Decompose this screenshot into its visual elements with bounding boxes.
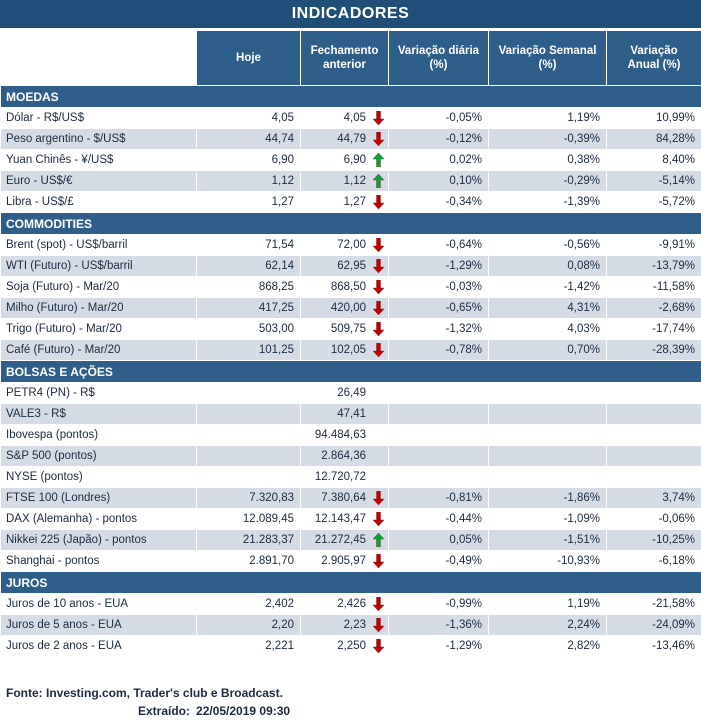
row-label: VALE3 - R$ (1, 404, 197, 425)
table-row (1, 256, 701, 277)
row-label: Euro - US$/€ (1, 171, 197, 192)
cell-hoje: 12.089,45 (197, 509, 301, 530)
cell-hoje (197, 446, 301, 467)
table-row (1, 615, 701, 636)
cell-value: 868,50 (330, 281, 366, 293)
cell-variacao-diaria: -0,81% (389, 488, 489, 509)
cell-fechamento-anterior (301, 171, 389, 192)
header-semanal-line1: Variação Semanal (498, 45, 597, 57)
cell-variacao-semanal: -1,09% (489, 509, 607, 530)
footer-extracted-value: 22/05/2019 09:30 (196, 704, 291, 718)
table-row (1, 404, 701, 425)
cell-variacao-diaria: -0,99% (389, 594, 489, 615)
cell-variacao-semanal: 0,38% (489, 150, 607, 171)
cell-variacao-anual (607, 383, 701, 404)
cell-fechamento-anterior (301, 256, 389, 277)
header-anual-line2: Anual (%) (627, 59, 681, 71)
table-row (1, 319, 701, 340)
cell-variacao-semanal (489, 383, 607, 404)
cell-value: 47,41 (337, 408, 366, 420)
row-label: Dólar - R$/US$ (1, 108, 197, 129)
cell-variacao-diaria (389, 446, 489, 467)
cell-variacao-diaria: -0,78% (389, 340, 489, 361)
cell-variacao-semanal (489, 446, 607, 467)
cell-variacao-semanal: -0,39% (489, 129, 607, 150)
cell-variacao-anual: 3,74% (607, 488, 701, 509)
arrow-down-icon (373, 322, 384, 336)
cell-variacao-semanal: -0,29% (489, 171, 607, 192)
cell-value: 420,00 (330, 302, 366, 314)
arrow-down-icon (373, 259, 384, 273)
arrow-up-icon (373, 174, 384, 188)
cell-variacao-semanal: 4,31% (489, 298, 607, 319)
header-fechamento-line2: anterior (323, 59, 366, 71)
cell-value: 6,90 (343, 154, 366, 166)
cell-fechamento-anterior (301, 467, 389, 488)
cell-variacao-anual: -13,79% (607, 256, 701, 277)
table-row (1, 108, 701, 129)
cell-fechamento-anterior (301, 383, 389, 404)
arrow-down-icon (373, 639, 384, 653)
cell-hoje: 417,25 (197, 298, 301, 319)
cell-variacao-anual (607, 467, 701, 488)
arrow-down-icon (373, 301, 384, 315)
header-semanal-line2: (%) (538, 59, 557, 71)
cell-fechamento-anterior (301, 319, 389, 340)
cell-fechamento-anterior (301, 509, 389, 530)
cell-value: 21.272,45 (314, 534, 366, 546)
row-label: Brent (spot) - US$/barril (1, 235, 197, 256)
arrow-down-icon (373, 195, 384, 209)
cell-variacao-anual: 8,40% (607, 150, 701, 171)
cell-hoje (197, 467, 301, 488)
cell-fechamento-anterior (301, 340, 389, 361)
cell-hoje: 2,402 (197, 594, 301, 615)
table-row (1, 171, 701, 192)
cell-fechamento-anterior (301, 594, 389, 615)
cell-variacao-diaria: 0,02% (389, 150, 489, 171)
cell-variacao-semanal: 4,03% (489, 319, 607, 340)
cell-value: 12.143,47 (314, 513, 366, 525)
indicators-table (0, 30, 701, 657)
cell-variacao-anual: -24,09% (607, 615, 701, 636)
cell-variacao-semanal: 0,70% (489, 340, 607, 361)
table-row (1, 277, 701, 298)
cell-value: 4,05 (343, 112, 366, 124)
cell-value: 2.905,97 (321, 555, 366, 567)
cell-value: 72,00 (337, 239, 366, 251)
cell-hoje: 62,14 (197, 256, 301, 277)
cell-hoje: 1,12 (197, 171, 301, 192)
row-label: Juros de 5 anos - EUA (1, 615, 197, 636)
cell-hoje: 2,221 (197, 636, 301, 657)
row-label: Yuan Chinês - ¥/US$ (1, 150, 197, 171)
table-row (1, 192, 701, 213)
cell-hoje: 1,27 (197, 192, 301, 213)
cell-fechamento-anterior (301, 636, 389, 657)
cell-variacao-diaria (389, 404, 489, 425)
cell-variacao-anual: -21,58% (607, 594, 701, 615)
header-hoje: Hoje (197, 31, 301, 86)
table-row (1, 383, 701, 404)
header-diaria-line1: Variação diária (397, 45, 480, 57)
cell-value: 1,12 (343, 175, 366, 187)
cell-variacao-diaria: -0,64% (389, 235, 489, 256)
cell-variacao-anual: -13,46% (607, 636, 701, 657)
cell-variacao-semanal: -1,42% (489, 277, 607, 298)
arrow-down-icon (373, 238, 384, 252)
cell-variacao-diaria (389, 383, 489, 404)
cell-fechamento-anterior (301, 277, 389, 298)
cell-variacao-anual: -10,25% (607, 530, 701, 551)
table-row (1, 425, 701, 446)
section-row (1, 213, 701, 235)
cell-value: 2,426 (337, 598, 366, 610)
cell-variacao-diaria: -0,34% (389, 192, 489, 213)
cell-hoje: 4,05 (197, 108, 301, 129)
table-row (1, 235, 701, 256)
cell-variacao-anual: 10,99% (607, 108, 701, 129)
cell-variacao-diaria: -0,49% (389, 551, 489, 572)
row-label: Juros de 2 anos - EUA (1, 636, 197, 657)
section-title: COMMODITIES (1, 213, 701, 235)
cell-variacao-anual: -6,18% (607, 551, 701, 572)
cell-hoje: 503,00 (197, 319, 301, 340)
table-row (1, 488, 701, 509)
header-anual-line1: Variação (630, 45, 678, 57)
arrow-down-icon (373, 491, 384, 505)
cell-variacao-anual: -0,06% (607, 509, 701, 530)
table-row (1, 509, 701, 530)
cell-variacao-anual: -5,14% (607, 171, 701, 192)
footer (0, 684, 701, 722)
table-header-row (1, 31, 701, 86)
arrow-down-icon (373, 132, 384, 146)
cell-variacao-semanal: -10,93% (489, 551, 607, 572)
cell-variacao-semanal: 2,82% (489, 636, 607, 657)
section-title: MOEDAS (1, 86, 701, 108)
header-variacao-semanal (489, 31, 607, 86)
cell-hoje: 7.320,83 (197, 488, 301, 509)
cell-value: 509,75 (330, 323, 366, 335)
cell-value: 2,23 (343, 619, 366, 631)
cell-hoje (197, 425, 301, 446)
cell-value: 7.380,64 (321, 492, 366, 504)
cell-variacao-diaria (389, 467, 489, 488)
cell-hoje: 21.283,37 (197, 530, 301, 551)
cell-variacao-diaria: -1,36% (389, 615, 489, 636)
cell-value: 1,27 (343, 196, 366, 208)
cell-fechamento-anterior (301, 425, 389, 446)
page-title: INDICADORES (0, 0, 701, 28)
cell-fechamento-anterior (301, 530, 389, 551)
row-label: NYSE (pontos) (1, 467, 197, 488)
section-row (1, 86, 701, 108)
cell-variacao-semanal: -1,86% (489, 488, 607, 509)
cell-hoje: 6,90 (197, 150, 301, 171)
header-fechamento-anterior (301, 31, 389, 86)
arrow-up-icon (373, 533, 384, 547)
cell-value: 62,95 (337, 260, 366, 272)
section-row (1, 572, 701, 594)
cell-fechamento-anterior (301, 192, 389, 213)
table-row (1, 594, 701, 615)
cell-variacao-semanal: 0,08% (489, 256, 607, 277)
cell-variacao-diaria: -0,12% (389, 129, 489, 150)
table-row (1, 298, 701, 319)
cell-variacao-semanal (489, 467, 607, 488)
cell-fechamento-anterior (301, 298, 389, 319)
row-label: Trigo (Futuro) - Mar/20 (1, 319, 197, 340)
cell-fechamento-anterior (301, 446, 389, 467)
cell-variacao-diaria: 0,05% (389, 530, 489, 551)
table-row (1, 530, 701, 551)
row-label: Soja (Futuro) - Mar/20 (1, 277, 197, 298)
arrow-down-icon (373, 280, 384, 294)
row-label: Café (Futuro) - Mar/20 (1, 340, 197, 361)
cell-hoje: 71,54 (197, 235, 301, 256)
cell-fechamento-anterior (301, 404, 389, 425)
cell-value: 12.720,72 (314, 471, 366, 483)
row-label: Shanghai - pontos (1, 551, 197, 572)
row-label: Ibovespa (pontos) (1, 425, 197, 446)
cell-variacao-semanal: -0,56% (489, 235, 607, 256)
cell-variacao-semanal (489, 425, 607, 446)
row-label: Milho (Futuro) - Mar/20 (1, 298, 197, 319)
cell-variacao-semanal (489, 404, 607, 425)
footer-extracted (138, 704, 290, 718)
cell-fechamento-anterior (301, 129, 389, 150)
cell-variacao-anual (607, 425, 701, 446)
row-label: Libra - US$/£ (1, 192, 197, 213)
arrow-down-icon (373, 554, 384, 568)
arrow-down-icon (373, 111, 384, 125)
cell-variacao-anual: -9,91% (607, 235, 701, 256)
arrow-down-icon (373, 618, 384, 632)
table-body (1, 86, 701, 657)
cell-variacao-anual: 84,28% (607, 129, 701, 150)
cell-hoje: 101,25 (197, 340, 301, 361)
section-row (1, 361, 701, 383)
cell-variacao-diaria: -1,29% (389, 636, 489, 657)
cell-value: 44,79 (337, 133, 366, 145)
cell-variacao-diaria (389, 425, 489, 446)
cell-variacao-anual: -17,74% (607, 319, 701, 340)
footer-extracted-label: Extraído: (138, 704, 191, 718)
table-row (1, 551, 701, 572)
cell-variacao-semanal: 2,24% (489, 615, 607, 636)
header-blank (1, 31, 197, 86)
arrow-down-icon (373, 343, 384, 357)
cell-variacao-diaria: -0,65% (389, 298, 489, 319)
section-title: BOLSAS E AÇÕES (1, 361, 701, 383)
cell-value: 94.484,63 (314, 429, 366, 441)
cell-variacao-anual (607, 404, 701, 425)
table-row (1, 129, 701, 150)
table-row (1, 467, 701, 488)
cell-variacao-anual (607, 446, 701, 467)
cell-hoje (197, 404, 301, 425)
cell-fechamento-anterior (301, 108, 389, 129)
cell-value: 2,250 (337, 640, 366, 652)
row-label: FTSE 100 (Londres) (1, 488, 197, 509)
row-label: PETR4 (PN) - R$ (1, 383, 197, 404)
row-label: Nikkei 225 (Japão) - pontos (1, 530, 197, 551)
cell-variacao-diaria: -0,03% (389, 277, 489, 298)
arrow-down-icon (373, 597, 384, 611)
arrow-down-icon (373, 512, 384, 526)
cell-variacao-semanal: 1,19% (489, 594, 607, 615)
cell-hoje (197, 383, 301, 404)
cell-variacao-anual: -5,72% (607, 192, 701, 213)
cell-fechamento-anterior (301, 488, 389, 509)
row-label: Peso argentino - $/US$ (1, 129, 197, 150)
row-label: S&P 500 (pontos) (1, 446, 197, 467)
cell-fechamento-anterior (301, 551, 389, 572)
cell-variacao-semanal: 1,19% (489, 108, 607, 129)
cell-value: 26,49 (337, 387, 366, 399)
cell-hoje: 868,25 (197, 277, 301, 298)
cell-variacao-diaria: -1,32% (389, 319, 489, 340)
cell-variacao-semanal: -1,51% (489, 530, 607, 551)
cell-variacao-anual: -28,39% (607, 340, 701, 361)
table-row (1, 636, 701, 657)
table-row (1, 150, 701, 171)
cell-hoje: 44,74 (197, 129, 301, 150)
cell-variacao-diaria: -1,29% (389, 256, 489, 277)
cell-variacao-diaria: 0,10% (389, 171, 489, 192)
row-label: WTI (Futuro) - US$/barril (1, 256, 197, 277)
cell-variacao-diaria: -0,05% (389, 108, 489, 129)
cell-variacao-semanal: -1,39% (489, 192, 607, 213)
table-row (1, 446, 701, 467)
section-title: JUROS (1, 572, 701, 594)
header-fechamento-line1: Fechamento (310, 45, 379, 57)
table-row (1, 340, 701, 361)
row-label: DAX (Alemanha) - pontos (1, 509, 197, 530)
row-label: Juros de 10 anos - EUA (1, 594, 197, 615)
cell-hoje: 2,20 (197, 615, 301, 636)
cell-fechamento-anterior (301, 615, 389, 636)
cell-variacao-diaria: -0,44% (389, 509, 489, 530)
cell-hoje: 2.891,70 (197, 551, 301, 572)
header-variacao-anual (607, 31, 701, 86)
footer-source: Fonte: Investing.com, Trader's club e Broadcast. (6, 686, 283, 700)
arrow-up-icon (373, 153, 384, 167)
cell-fechamento-anterior (301, 150, 389, 171)
cell-fechamento-anterior (301, 235, 389, 256)
header-diaria-line2: (%) (429, 59, 448, 71)
cell-value: 102,05 (330, 344, 366, 356)
header-variacao-diaria (389, 31, 489, 86)
cell-value: 2.864,36 (321, 450, 366, 462)
cell-variacao-anual: -2,68% (607, 298, 701, 319)
cell-variacao-anual: -11,58% (607, 277, 701, 298)
